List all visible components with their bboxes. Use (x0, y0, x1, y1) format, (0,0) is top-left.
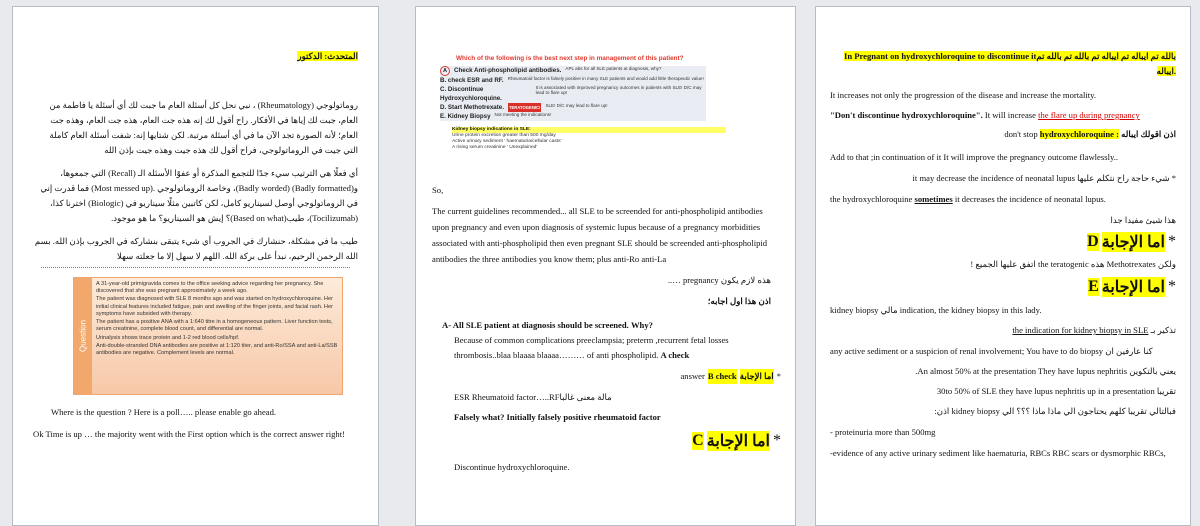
time-up-line: Ok Time is up … the majority went with the First option which is the correct answer right! (33, 429, 345, 439)
page-3-body (830, 49, 1176, 461)
page-2-body (432, 183, 781, 475)
dotted-separator (41, 267, 350, 268)
option-note: SLE! D/C may lead to flare up! (545, 103, 608, 108)
answer-c-highlight: C (692, 432, 704, 449)
question-line: Urinalysis shows trace protein and 1-2 red blood cells/hpf. (96, 334, 240, 341)
because-text: Because of common complications preeclampsia; preterm ,recurrent fetal losses thrombosis..blaa blaaaa blaaaa……… of anti phospholipid. (454, 335, 729, 360)
question-image (73, 277, 343, 395)
option-note: It is associated with improved pregnancy outcomes in patients with SLE! D/C may lead to flare up! (535, 85, 702, 96)
document-page-2 (415, 6, 796, 526)
page-1-para-1: روماتولوجي (Rheumatology) ، نبي نحل كل أسئلة العام ما جبت لك أي أسئلة يا فاطمة من العام، جبت لك إياها في الأفكار. راح أقول لك إنه هذه جت العام، هذه جت العام، وهذه جت العام؛ لأنه الصورة تجد الآن ما في أي أسئلة مرتبة. لكن شتايها إنه: شفت أسئلة العام كاملة التي جيت في الروماتولوجي، فراح أقول لك هذه جيت وهذه جيت بإذن الله (49, 100, 358, 155)
falsely-line: Falsely what? Initially falsely positive rheumatoid factor (454, 412, 661, 422)
biopsy-line: Active urinary sediment ' haematuria/cellular casts' (452, 139, 562, 144)
biopsy-line: A rising serum creatinine ' Unexplained' (452, 145, 538, 150)
kidney-biopsy-line: kidney biopsy مالي indication, the kidney biopsy in this lady. (830, 305, 1042, 315)
renal-line: any active sediment or a suspicion of renal involvement; You have to do biopsy كنا عارفين ان (830, 346, 1153, 356)
first-answer-line: اذن هذا اول اجابه؛ (707, 296, 771, 306)
dont-discontinue-quote: "Don't discontinue hydroxychloroquine". (830, 110, 983, 120)
option-note: APL abs for all SLE patients at diagnosis, why? (565, 66, 662, 71)
slide-option-c (440, 85, 706, 103)
answer-e-arabic: اما الإجابة (1101, 279, 1165, 296)
answer-e-highlight: E (1088, 278, 1099, 295)
answer-b-label: answer (680, 371, 705, 381)
sometimes-suffix: it decreases the incidence of neonatal lupus. (954, 194, 1106, 204)
methotrexate-line: ولكن Methotrexates هذه the teratogenic اتفق عليها الجميع ! (970, 259, 1176, 269)
question-line: The patient has a positive ANA with a 1:640 titre in a homogeneous pattern. Liver function tests, serum creatinine, complete blood count, and differential are normal. (96, 319, 333, 333)
a-check: A check (660, 350, 690, 360)
answer-b-highlight: B check (708, 369, 737, 384)
page-3-title-arabic: بالله تم ايباله تم ايباله تم بالله تم بالله تم ايباله. (1036, 51, 1176, 76)
answer-d-arabic: اما الإجابة (1101, 234, 1165, 251)
selected-answer-circle-icon: A (440, 66, 450, 76)
option-label: Check Anti-phospholipid antibodies. (454, 67, 562, 74)
indication-text: the indication for kidney biopsy in SLE (1012, 325, 1149, 335)
flare-prefix: It will increase (984, 110, 1036, 120)
useful-line: هذا شيئ مفيدا جدا (1110, 215, 1176, 225)
answer-d-highlight: D (1087, 233, 1099, 250)
thirty-line: تقريبا 30to 50% of SLE they have lupus nephritis up in a presentation (936, 386, 1176, 396)
option-label: E. Kidney Biopsy (440, 113, 491, 120)
flare-up-text: the flare up during pregnancy (1038, 110, 1140, 120)
indication-prefix: تذكير بـ (1150, 325, 1176, 335)
item-a-why: Why? (630, 320, 653, 330)
option-label: C. Discontinue Hydroxychloroquine. (440, 86, 502, 102)
slide-question-title: Which of the following is the best next step in management of this patient? (456, 55, 684, 62)
page-1-para-3: طيب ما في مشكلة، حنشارك في الجروب أي شيء يتبقى بنشاركه في الجروب بإذن الله. بسم الله الرحمن الرحيم، نبدأ على بركة الله. اللهم لا سهل إلا ما جعلته سهلا (34, 236, 358, 261)
answer-c-line: C اما الإجابة * (692, 432, 781, 450)
page-1-title: المتحدث: الدكتور (297, 51, 358, 61)
answer-c-arabic: اما الإجابة (706, 433, 770, 450)
page-1-body (33, 49, 358, 264)
discontinue-line: Discontinue hydroxychloroquine. (454, 462, 570, 472)
sometimes-text: sometimes (914, 194, 953, 204)
kidney-question-line: فبالتالي تقريبا كلهم يحتاجون الي ماذا ماذا ؟؟؟ الي kidney biopsy اذن: (934, 406, 1176, 416)
question-line: A 31-year-old primigravida comes to the office seeking advice regarding her pregnancy. She discovered that she was pregnant approximately a week ago. (96, 281, 324, 295)
because-para (454, 333, 781, 363)
answer-b-line: answer B check اما الإجابة * (432, 369, 781, 384)
option-note: Not meeting the indications! (494, 112, 552, 117)
dont-stop: don't stop (1004, 129, 1038, 139)
answer-slide-image (438, 55, 726, 179)
almost-line: يعني بالتكوين An almost 50% at the presentation They have lupus nephritis. (915, 366, 1176, 376)
dont-stop-arabic: اذن اقولك ايباله (1121, 129, 1176, 139)
option-label: B. check ESR and RF. (440, 77, 504, 84)
answer-e-line: E اما الإجابة * (1088, 278, 1176, 296)
option-label: D. Start Methotrexate. (440, 104, 504, 111)
neonatal-line: * شيء حاجة راح نتكلم عليها it may decrease the incidence of neonatal lupus (912, 173, 1176, 183)
question-line: Anti-double-stranded DNA antibodies are positive at 1:120 titer, and anti-Ro/SSA and anti-La/SSB antibodies are negative. Complement levels are normal. (96, 342, 338, 357)
answer-d-line: D اما الإجابة * (1087, 233, 1176, 251)
answer-b-arabic: اما الإجابة (740, 369, 774, 384)
page-1-para-2: أي فعلًا هي الترتيب سيء جدًا للتجمع المذكرة أو عفوًا الأسئلة الـ (Recall) التي جمعوها، و(Badly formatted) (Badly worded)، وخاصة الروماتولوجي .(Most messed up) فما قدرت إني في الروماتولوجي أوصل لسيناريو كامل، لكن كاتبين مثلًا سيناريو في (Biologic) اخترنا كذا، (Tocilizumab)، طيب(Based on what)؟ إيش هو السيناريو؟ ما هو موجود. (40, 168, 358, 223)
question-line: The patient was diagnosed with SLE 8 months ago and was started on hydroxychloroquine. Her initial clinical features included fatigue, pain and swelling of the finger joints, and facial rash. Her symptoms have subsided with therapy. (96, 296, 333, 317)
slide-option-a (440, 66, 706, 76)
biopsy-indications-box (452, 127, 726, 151)
item-a: A- All SLE patient at diagnosis should be screened. (442, 320, 629, 330)
pregnancy-line: هذه لازم يكون pregnancy ….. (667, 275, 771, 285)
slide-option-d (440, 103, 706, 112)
teratogenic-tag: TERATOGENIC! (508, 105, 541, 110)
dont-stop-highlight: hydroxychloroquine : (1039, 129, 1119, 139)
question-tab: Question (74, 278, 92, 394)
option-note: Rheumatoid factor is falsely positive in many SLE patients and would add little therapeutic value! (507, 76, 704, 81)
slide-options (440, 66, 706, 121)
slide-option-e (440, 112, 706, 121)
biopsy-title: Kidney biopsy indications in SLE: (452, 127, 726, 133)
add-to-that-line: Add to that ;in continuation of it It will improve the pregnancy outcome flawlessly.. (830, 152, 1118, 162)
proteinuria-line: - proteinuria more than 500mg (830, 427, 936, 437)
slide-option-b (440, 76, 706, 85)
sometimes-prefix: the hydroxychloroquine (830, 194, 913, 204)
evidence-line: -evidence of any active urinary sediment like haematuria, RBCs RBC scars or dysmorphic RBCs, (830, 448, 1166, 458)
document-page-3 (815, 6, 1191, 526)
document-page-1 (12, 6, 379, 526)
so-line: So, (432, 185, 444, 195)
esr-line: ESR Rheumatoid factor…..RFمالة معنى غالبا (454, 392, 612, 402)
page-3-title: In Pregnant on hydroxychloroquine to discontinue it (843, 51, 1037, 61)
poll-line: Where is the question ? Here is a poll….. please enable go ahead. (51, 407, 277, 417)
biopsy-line: Urine protein excretion greater than 500 mg/day (452, 133, 556, 138)
line-progression: It increases not only the progression of the disease and increase the mortality. (830, 90, 1097, 100)
guidelines-para: The current guidelines recommended... all SLE to be screended for anti-phospholipid antibodies upon pregnancy and even upon diagnosis of systemic lupus because of a pregnancy morbidities associated with anti-phospholipid then even pregnant SLE should be screended anti-phospholipid antibodies the three antibodies you know them; plus anti-Ro anti-La (432, 206, 768, 264)
question-text (96, 281, 338, 358)
